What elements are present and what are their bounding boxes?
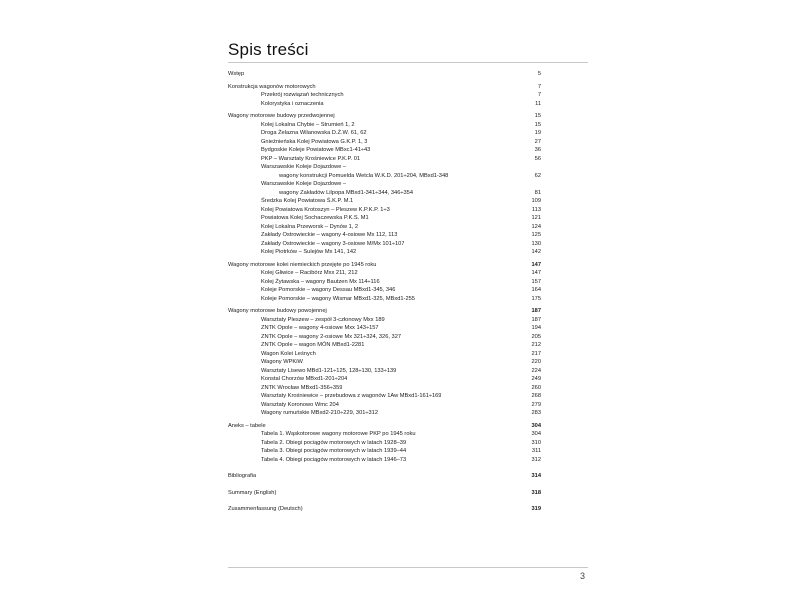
toc-entry <box>228 286 541 295</box>
toc-entry <box>228 384 541 393</box>
toc-entry-title: Wagony motorowe budowy przedwojennej <box>228 113 335 119</box>
footer-divider <box>228 567 588 568</box>
toc-entry-title: Wagony motorowe budowy powojennej <box>228 308 327 314</box>
toc-entry-title: Aneks – tabele <box>228 422 266 429</box>
toc-entry-title: Warsztaty Koronowo Wmc 204 <box>261 401 339 408</box>
toc-entry-title: Kolej Żytawska – wagony Bautzen Mx 114÷116 <box>261 278 380 285</box>
toc-entry-page: 205 <box>531 333 541 340</box>
toc-entry-page: 11 <box>535 100 541 107</box>
toc-entry <box>228 409 541 418</box>
toc-entry-title: ZNTK Opole – wagon MÓN MBxd1-2281 <box>261 342 365 348</box>
toc-entry <box>228 197 541 206</box>
toc-entry <box>228 333 541 342</box>
toc-section-entry <box>228 505 541 514</box>
toc-entry-title: Zusammenfassung (Deutsch) <box>228 506 303 512</box>
toc-entry-title: Konstal Chorzów MBxd1-201÷204 <box>261 376 348 382</box>
toc-entry-page: 147 <box>531 261 541 268</box>
toc-entry <box>228 155 541 164</box>
toc-entry-page: 164 <box>531 287 541 293</box>
toc-entry-title: Konstrukcja wagonów motorowych <box>228 83 316 90</box>
toc-entry-title: Warsztaty Pleszew – zespół 3-członowy Mxx 189 <box>261 316 385 323</box>
toc-entry-page: 15 <box>534 121 541 128</box>
toc-entry-page: 312 <box>531 456 541 463</box>
toc-entry-title: Tabela 2. Obiegi pociągów motorowych w latach 1928–39 <box>261 439 407 446</box>
toc-entry-title: ZNTK Opole – wagony 2-osiowe Mx 321÷324, 326, 327 <box>261 333 402 340</box>
toc-entry-page: 217 <box>531 350 541 357</box>
toc-entry-page: 304 <box>531 422 541 429</box>
toc-entry-page: 15 <box>534 113 541 119</box>
toc-entry <box>228 392 541 401</box>
toc-entry-title: Kolej Gliwice – Racibórz Mxx 211, 212 <box>261 270 358 276</box>
toc-entry-page: 283 <box>531 410 541 416</box>
toc-entry-title: Tabela 3. Obiegi pociągów motorowych w latach 1939–44 <box>261 448 407 454</box>
toc-entry <box>228 223 541 232</box>
toc-entry <box>228 456 541 465</box>
toc-entry <box>228 189 541 198</box>
toc-entry <box>228 401 541 410</box>
toc-section-entry <box>228 83 541 92</box>
toc-entry-title: Koleje Pomorskie – wagony Dessau MBxd1-345, 346 <box>261 287 396 293</box>
toc-entry-page: 27 <box>534 138 541 145</box>
toc-section-entry <box>228 112 541 121</box>
toc-entry-title: PKP – Warsztaty Krośniewice P.K.P. 01 <box>261 155 361 162</box>
toc-entry <box>228 358 541 367</box>
toc-entry <box>228 248 541 257</box>
toc-entry-title: Wagon Kolei Leśnych <box>261 350 316 357</box>
toc-entry-page: 260 <box>531 384 541 391</box>
toc-entry-title: Wagony motorowe kolei niemieckich przejęte po 1945 roku <box>228 261 377 268</box>
toc-entry-page: 62 <box>534 172 541 179</box>
toc-entry <box>228 439 541 448</box>
toc-entry-title: Wagony rumuńskie MBxd2-210÷229, 301÷312 <box>261 410 379 416</box>
toc-entry-title: Zakłady Ostrowieckie – wagony 4-osiowe Mx 112, 113 <box>261 232 398 238</box>
toc-entry <box>228 231 541 240</box>
toc-entry <box>228 430 541 439</box>
toc-entry-title: Gnieźnieńska Kolej Powiatowa G.K.P. 1, 3 <box>261 138 368 145</box>
toc-entry-page: 157 <box>531 278 541 285</box>
toc-entry-title: Bibliografia <box>228 473 257 479</box>
toc-entry-page: 147 <box>531 270 541 276</box>
toc-entry <box>228 163 541 172</box>
toc-section-entry <box>228 261 541 270</box>
toc-section-entry <box>228 307 541 316</box>
toc-entry <box>228 367 541 376</box>
toc-entry-title: Warsztaty Krośniewice – przebudowa z wagonów 1Aw MBxd1-161÷169 <box>261 393 442 399</box>
toc-entry-title: Kolej Lokalna Chybie – Strumień 1, 2 <box>261 121 355 128</box>
toc-section-entry <box>228 70 541 79</box>
toc-entry-title: wagony konstrukcji Pomuelda Wetcla W.K.D. 201÷204, MBxd1-348 <box>279 172 449 179</box>
toc-entry <box>228 278 541 287</box>
toc-entry <box>228 206 541 215</box>
toc-entry <box>228 138 541 147</box>
toc-entry <box>228 180 541 189</box>
toc-entry <box>228 100 541 109</box>
title-divider <box>228 62 588 63</box>
page-title: Spis treści <box>228 40 309 59</box>
toc-entry <box>228 324 541 333</box>
toc-entry-title: Kolorystyka i oznaczenia <box>261 100 324 107</box>
toc-entry <box>228 91 541 100</box>
toc-section-entry <box>228 489 541 498</box>
toc-entry-title: Summary (English) <box>228 489 277 496</box>
toc-entry-page: 7 <box>537 92 541 98</box>
toc-entry <box>228 172 541 181</box>
toc-entry-title: Zakłady Ostrowieckie – wagony 3-osiowe M/Mx 101÷107 <box>261 240 405 247</box>
toc-entry-title: Droga Żelazna Wilanowska D.Ż.W. 61, 62 <box>261 130 367 136</box>
toc-entry-title: Tabela 4. Obiegi pociągów motorowych w latach 1946–73 <box>261 456 407 463</box>
toc-section-entry <box>228 422 541 431</box>
toc-entry-page: 314 <box>531 473 541 479</box>
toc-entry <box>228 240 541 249</box>
toc-entry-page: 109 <box>531 198 541 204</box>
toc-entry-page: 19 <box>534 130 541 136</box>
toc-entry-page: 81 <box>534 189 541 196</box>
toc-entry-title: Średzka Kolej Powiatowa Ś.K.P. M.1 <box>261 198 354 204</box>
toc-entry-title: ZNTK Wrocław MBxd1-356÷359 <box>261 384 343 391</box>
toc-entry-page: 318 <box>531 489 541 496</box>
toc-entry <box>228 269 541 278</box>
toc-entry <box>228 350 541 359</box>
toc-entry <box>228 121 541 130</box>
toc-entry-page: 113 <box>531 206 541 213</box>
toc-entry <box>228 341 541 350</box>
toc-entry-title: Powiatowa Kolej Sochaczewska P.K.S. M1 <box>261 215 369 221</box>
toc-entry-page: 311 <box>531 448 541 454</box>
toc-entry <box>228 316 541 325</box>
toc-entry-page: 142 <box>531 249 541 255</box>
toc-entry-page: 124 <box>531 223 541 230</box>
toc-entry-title: Wstęp <box>228 71 245 77</box>
toc-entry-title: Bydgoskie Koleje Powiatowe MBxc1-41÷43 <box>261 147 371 153</box>
toc-entry-title: wagony Zakładów Lilpopa MBxd1-341÷344, 346÷354 <box>279 189 413 196</box>
toc-entry <box>228 447 541 456</box>
toc-entry-page: 5 <box>537 71 541 77</box>
toc-entry-page: 36 <box>534 147 541 153</box>
toc-entry-title: Warszawskie Koleje Dojazdowe – <box>261 164 347 170</box>
toc-entry <box>228 129 541 138</box>
toc-entry-page: 220 <box>531 359 541 365</box>
toc-section-entry <box>228 472 541 481</box>
toc-entry-page <box>537 180 541 189</box>
toc-entry-title: Przekrój rozwiązań technicznych <box>261 92 344 98</box>
toc-entry-title: Kolej Piotrków – Sulejów Mx 141, 142 <box>261 249 357 255</box>
toc-entry-page: 130 <box>531 240 541 247</box>
toc-entry-title: Wagony WPKiW <box>261 359 303 365</box>
toc-entry-page: 224 <box>531 367 541 374</box>
toc-entry <box>228 375 541 384</box>
toc-entry <box>228 214 541 223</box>
toc-entry-page: 304 <box>531 431 541 437</box>
toc-entry-page: 212 <box>531 342 541 348</box>
toc-entry-page: 310 <box>531 439 541 446</box>
toc-entry-page: 125 <box>531 232 541 238</box>
toc-entry <box>228 146 541 155</box>
toc-entry-page: 249 <box>531 376 541 382</box>
toc-entry-page: 7 <box>537 83 541 90</box>
toc-entry-page: 194 <box>531 325 541 331</box>
toc-entry-title: Tabela 1. Wąskotorowe wagony motorowe PKP po 1945 roku <box>261 431 416 437</box>
toc-entry-title: Kolej Powiatowa Krotoszyn – Pleszew K.P.K.P. 1÷3 <box>261 206 390 213</box>
toc-entry-title: Kolej Lokalna Przeworsk – Dynów 1, 2 <box>261 223 359 230</box>
page-number: 3 <box>580 571 586 581</box>
toc-entry-page: 319 <box>531 506 541 512</box>
toc-entry-title: Warsztaty Lisewo MBd1-121÷125, 128÷130, 133÷139 <box>261 367 397 374</box>
toc-entry-page: 56 <box>534 155 541 162</box>
toc-entry-page: 279 <box>531 401 541 408</box>
toc-entry-title: Koleje Pomorskie – wagony Wismar MBxd1-325, MBxd1-255 <box>261 295 415 302</box>
toc-entry-page: 175 <box>531 295 541 302</box>
toc-entry-page: 268 <box>531 393 541 399</box>
table-of-contents <box>228 70 541 514</box>
toc-entry-page: 121 <box>531 215 541 221</box>
toc-entry-page: 187 <box>531 308 541 314</box>
toc-entry-page: 187 <box>531 316 541 323</box>
toc-entry-title: ZNTK Opole – wagony 4-osiowe Mxx 143÷157 <box>261 325 379 331</box>
toc-entry <box>228 295 541 304</box>
toc-entry-page <box>537 163 541 172</box>
toc-entry-title: Warszawskie Koleje Dojazdowe – <box>261 181 347 187</box>
